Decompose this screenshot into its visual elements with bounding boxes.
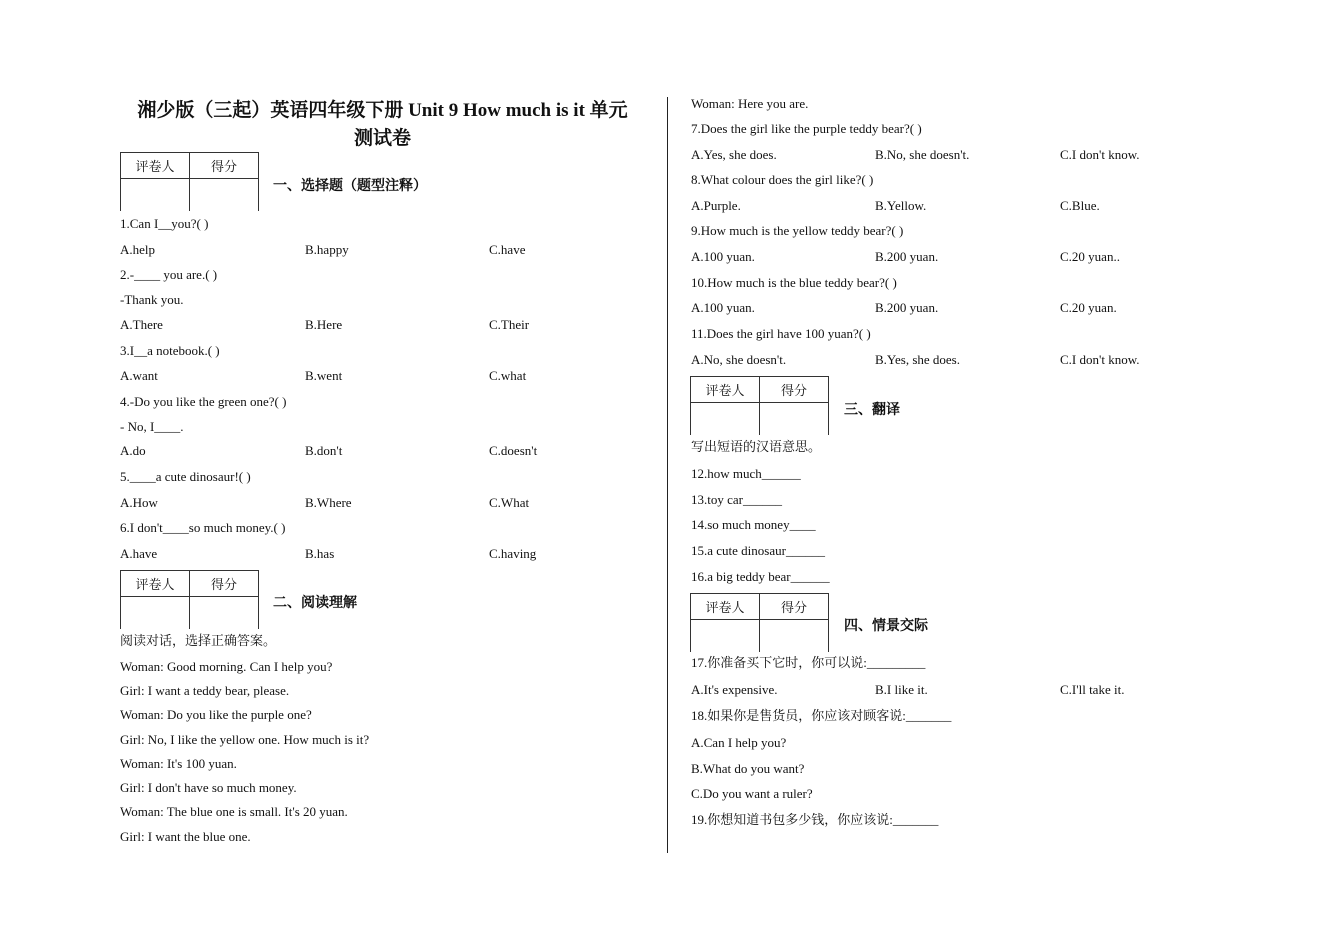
question-5: 5.____a cute dinosaur!( ) xyxy=(120,469,251,484)
question-6: 6.I don't____so much money.( ) xyxy=(120,520,286,535)
question-7: 7.Does the girl like the purple teddy bear?( ) xyxy=(691,121,922,136)
q11-option-c: C.I don't know. xyxy=(1060,352,1140,367)
q18-option-b: B.What do you want? xyxy=(691,761,805,776)
translate-instruction: 写出短语的汉语意思。 xyxy=(691,439,822,454)
question-2-sub: -Thank you. xyxy=(120,292,184,307)
q6-option-a: A.have xyxy=(120,546,158,561)
dialog-line: Woman: The blue one is small. It's 20 yuan. xyxy=(120,804,348,819)
q7-option-a: A.Yes, she does. xyxy=(691,147,777,162)
q17-option-c: C.I'll take it. xyxy=(1060,682,1125,697)
dialog-line: Girl: I want a teddy bear, please. xyxy=(120,683,290,698)
q6-option-c: C.having xyxy=(489,546,537,561)
q8-option-c: C.Blue. xyxy=(1060,198,1100,213)
q4-option-b: B.don't xyxy=(305,443,343,458)
q11-option-a: A.No, she doesn't. xyxy=(691,352,787,367)
q9-option-b: B.200 yuan. xyxy=(875,249,939,264)
q18-option-c: C.Do you want a ruler? xyxy=(691,786,813,801)
q1-option-a: A.help xyxy=(120,242,156,257)
q2-option-c: C.Their xyxy=(489,317,530,332)
section-2-heading: 二、阅读理解 xyxy=(273,596,357,611)
dialog-line: Woman: It's 100 yuan. xyxy=(120,756,237,771)
q4-option-c: C.doesn't xyxy=(489,443,538,458)
q10-option-a: A.100 yuan. xyxy=(691,300,755,315)
page-title xyxy=(120,97,645,153)
score-box-4 xyxy=(690,593,829,652)
dialog-line-last: Woman: Here you are. xyxy=(691,96,809,111)
dialog-line: Woman: Good morning. Can I help you? xyxy=(120,659,333,674)
question-8: 8.What colour does the girl like?( ) xyxy=(691,172,874,187)
question-3: 3.I__a notebook.( ) xyxy=(120,343,220,358)
translate-item: 16.a big teddy bear______ xyxy=(691,569,830,584)
title-line-1: 湘少版（三起）英语四年级下册 Unit 9 How much is it 单元 xyxy=(137,100,628,121)
score-box-1 xyxy=(120,152,259,211)
section-1-heading: 一、选择题（题型注释） xyxy=(273,179,427,194)
q17-option-a: A.It's expensive. xyxy=(691,682,778,697)
q7-option-b: B.No, she doesn't. xyxy=(875,147,970,162)
q8-option-b: B.Yellow. xyxy=(875,198,927,213)
question-4-sub: - No, I____. xyxy=(120,419,184,434)
q17-option-b: B.I like it. xyxy=(875,682,928,697)
q9-option-c: C.20 yuan.. xyxy=(1060,249,1120,264)
dialog-line: Girl: No, I like the yellow one. How much is it? xyxy=(120,732,370,747)
question-9: 9.How much is the yellow teddy bear?( ) xyxy=(691,223,904,238)
score-box-3 xyxy=(690,376,829,435)
q4-option-a: A.do xyxy=(120,443,146,458)
section-3-heading: 三、翻译 xyxy=(844,403,900,418)
dialog-line: Girl: I don't have so much money. xyxy=(120,780,297,795)
q1-option-c: C.have xyxy=(489,242,526,257)
question-11: 11.Does the girl have 100 yuan?( ) xyxy=(691,326,871,341)
q3-option-c: C.what xyxy=(489,368,527,383)
q18-option-a: A.Can I help you? xyxy=(691,735,787,750)
question-2: 2.-____ you are.( ) xyxy=(120,267,218,282)
question-18: 18.如果你是售货员，你应该对顾客说:_______ xyxy=(691,708,952,723)
translate-item: 15.a cute dinosaur______ xyxy=(691,543,825,558)
q2-option-b: B.Here xyxy=(305,317,343,332)
grader-label: 评卷人 xyxy=(121,153,190,179)
reading-instruction: 阅读对话，选择正确答案。 xyxy=(120,633,277,648)
dialog-line: Girl: I want the blue one. xyxy=(120,829,251,844)
q11-option-b: B.Yes, she does. xyxy=(875,352,960,367)
title-line-2: 测试卷 xyxy=(353,128,411,149)
grader-label: 评卷人 xyxy=(691,377,760,403)
score-label: 得分 xyxy=(760,377,829,403)
score-label: 得分 xyxy=(760,594,829,620)
q3-option-a: A.want xyxy=(120,368,158,383)
q3-option-b: B.went xyxy=(305,368,343,383)
q7-option-c: C.I don't know. xyxy=(1060,147,1140,162)
translate-item: 14.so much money____ xyxy=(691,517,816,532)
q10-option-c: C.20 yuan. xyxy=(1060,300,1117,315)
question-17: 17.你准备买下它时，你可以说:_________ xyxy=(691,655,926,670)
question-4: 4.-Do you like the green one?( ) xyxy=(120,394,287,409)
q5-option-c: C.What xyxy=(489,495,530,510)
grader-label: 评卷人 xyxy=(121,571,190,597)
grader-label: 评卷人 xyxy=(691,594,760,620)
dialog-line: Woman: Do you like the purple one? xyxy=(120,707,312,722)
q10-option-b: B.200 yuan. xyxy=(875,300,939,315)
column-divider xyxy=(667,97,668,853)
q1-option-b: B.happy xyxy=(305,242,349,257)
q6-option-b: B.has xyxy=(305,546,335,561)
q2-option-a: A.There xyxy=(120,317,163,332)
q5-option-b: B.Where xyxy=(305,495,352,510)
score-box-2 xyxy=(120,570,259,629)
section-4-heading: 四、情景交际 xyxy=(844,619,928,634)
score-label: 得分 xyxy=(190,571,259,597)
translate-item: 13.toy car______ xyxy=(691,492,782,507)
q9-option-a: A.100 yuan. xyxy=(691,249,755,264)
score-label: 得分 xyxy=(190,153,259,179)
q8-option-a: A.Purple. xyxy=(691,198,741,213)
q5-option-a: A.How xyxy=(120,495,158,510)
question-19: 19.你想知道书包多少钱，你应该说:_______ xyxy=(691,812,939,827)
question-10: 10.How much is the blue teddy bear?( ) xyxy=(691,275,897,290)
question-1: 1.Can I__you?( ) xyxy=(120,216,209,231)
translate-item: 12.how much______ xyxy=(691,466,801,481)
